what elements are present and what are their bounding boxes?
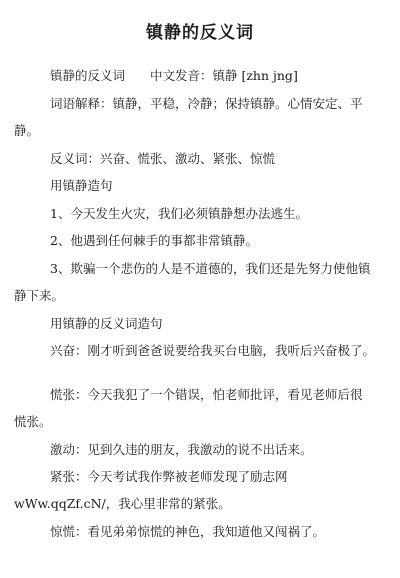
document-title: 镇静的反义词 bbox=[146, 23, 254, 43]
definition-line-cont: 静。 bbox=[14, 123, 40, 138]
example-sentence: 3、欺骗一个悲伤的人是不道德的，我们还是先努力使他镇 bbox=[50, 261, 371, 276]
definition-line: 词语解释：镇静，平稳，冷静；保持镇静。心情安定、平 bbox=[50, 96, 363, 111]
example-sentence: 2、他遇到任何棘手的事都非常镇静。 bbox=[50, 233, 258, 248]
antonym-example: 兴奋：刚才听到爸爸说要给我买台电脑，我听后兴奋极了。 bbox=[50, 343, 376, 358]
antonym-example-cont: wWw.qqZf.cN/，我心里非常的紧张。 bbox=[14, 496, 231, 511]
antonym-example: 紧张：今天考试我作弊被老师发现了励志网 bbox=[50, 469, 288, 484]
section-heading: 用镇静造句 bbox=[50, 178, 113, 193]
antonym-example: 激动：见到久违的朋友，我激动的说不出话来。 bbox=[50, 442, 313, 457]
pronunciation-line: 镇静的反义词 中文发音：镇静 [zhn jng] bbox=[50, 68, 298, 83]
section-heading: 用镇静的反义词造句 bbox=[50, 316, 163, 331]
antonyms-line: 反义词：兴奋、慌张、激动、紧张、惊慌 bbox=[50, 151, 276, 166]
antonym-example: 慌张：今天我犯了一个错误，怕老师批评，看见老师后很 bbox=[50, 387, 363, 402]
antonym-example: 惊慌：看见弟弟惊慌的神色，我知道他又闯祸了。 bbox=[50, 524, 326, 539]
example-sentence: 1、今天发生火灾，我们必须镇静想办法逃生。 bbox=[50, 206, 308, 221]
example-sentence-cont: 静下来。 bbox=[14, 288, 65, 303]
antonym-example-cont: 慌张。 bbox=[14, 414, 52, 429]
